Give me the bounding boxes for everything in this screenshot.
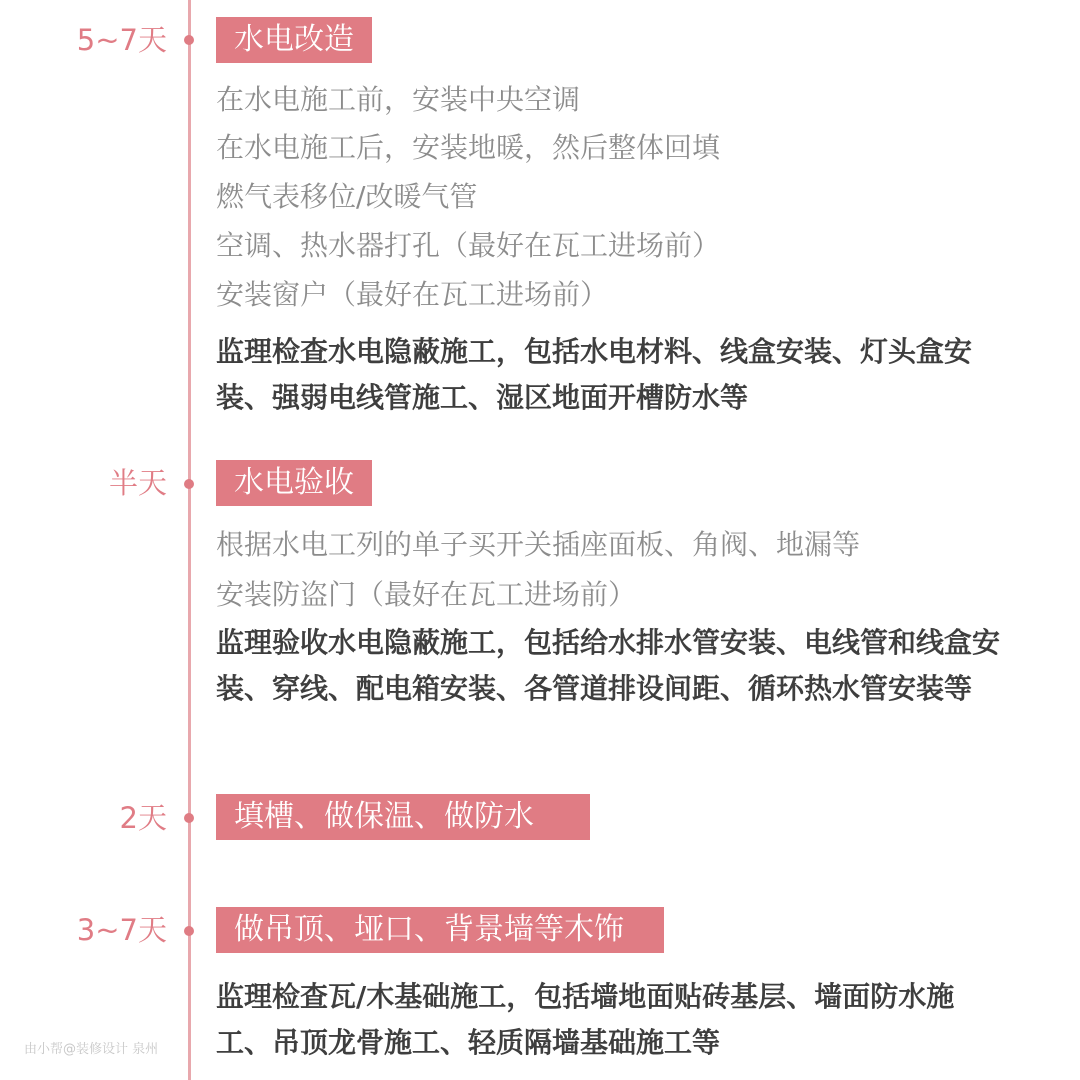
stage-item: 燃气表移位/改暖气管	[216, 180, 478, 213]
timeline-dot	[184, 813, 194, 823]
stage-item: 根据水电工列的单子买开关插座面板、角阀、地漏等	[216, 528, 861, 561]
stage-title: 水电验收	[216, 460, 372, 506]
stage-item: 安装窗户（最好在瓦工进场前）	[216, 278, 609, 311]
stage-item: 在水电施工前，安装中央空调	[216, 83, 581, 116]
timeline-dot	[184, 479, 194, 489]
supervision-note: 监理检查瓦/木基础施工，包括墙地面贴砖基层、墙面防水施工、吊顶龙骨施工、轻质隔墙基础施工等	[216, 980, 955, 1059]
stage-item: 空调、热水器打孔（最好在瓦工进场前）	[216, 229, 721, 262]
timeline-line	[188, 0, 191, 1080]
timeline-dot	[184, 926, 194, 936]
stage-title: 填槽、做保温、做防水	[216, 794, 590, 840]
stage-duration: 2天	[119, 801, 167, 835]
timeline-dot	[184, 35, 194, 45]
stage-item: 安装防盗门（最好在瓦工进场前）	[216, 578, 637, 611]
supervision-note: 监理检查水电隐蔽施工，包括水电材料、线盒安装、灯头盒安装、强弱电线管施工、湿区地面开槽防水等	[216, 335, 973, 414]
stage-duration: 半天	[108, 466, 167, 500]
stage-title: 做吊顶、垭口、背景墙等木饰	[216, 907, 664, 953]
stage-item: 在水电施工后，安装地暖，然后整体回填	[216, 131, 721, 164]
stage-duration: 5~7天	[76, 23, 167, 57]
supervision-note: 监理验收水电隐蔽施工，包括给水排水管安装、电线管和线盒安装、穿线、配电箱安装、各管道排设间距、循环热水管安装等	[216, 626, 1001, 705]
stage-duration: 3~7天	[76, 913, 167, 947]
stage-title: 水电改造	[216, 17, 372, 63]
watermark: 由小帮@装修设计 泉州	[24, 1042, 159, 1057]
